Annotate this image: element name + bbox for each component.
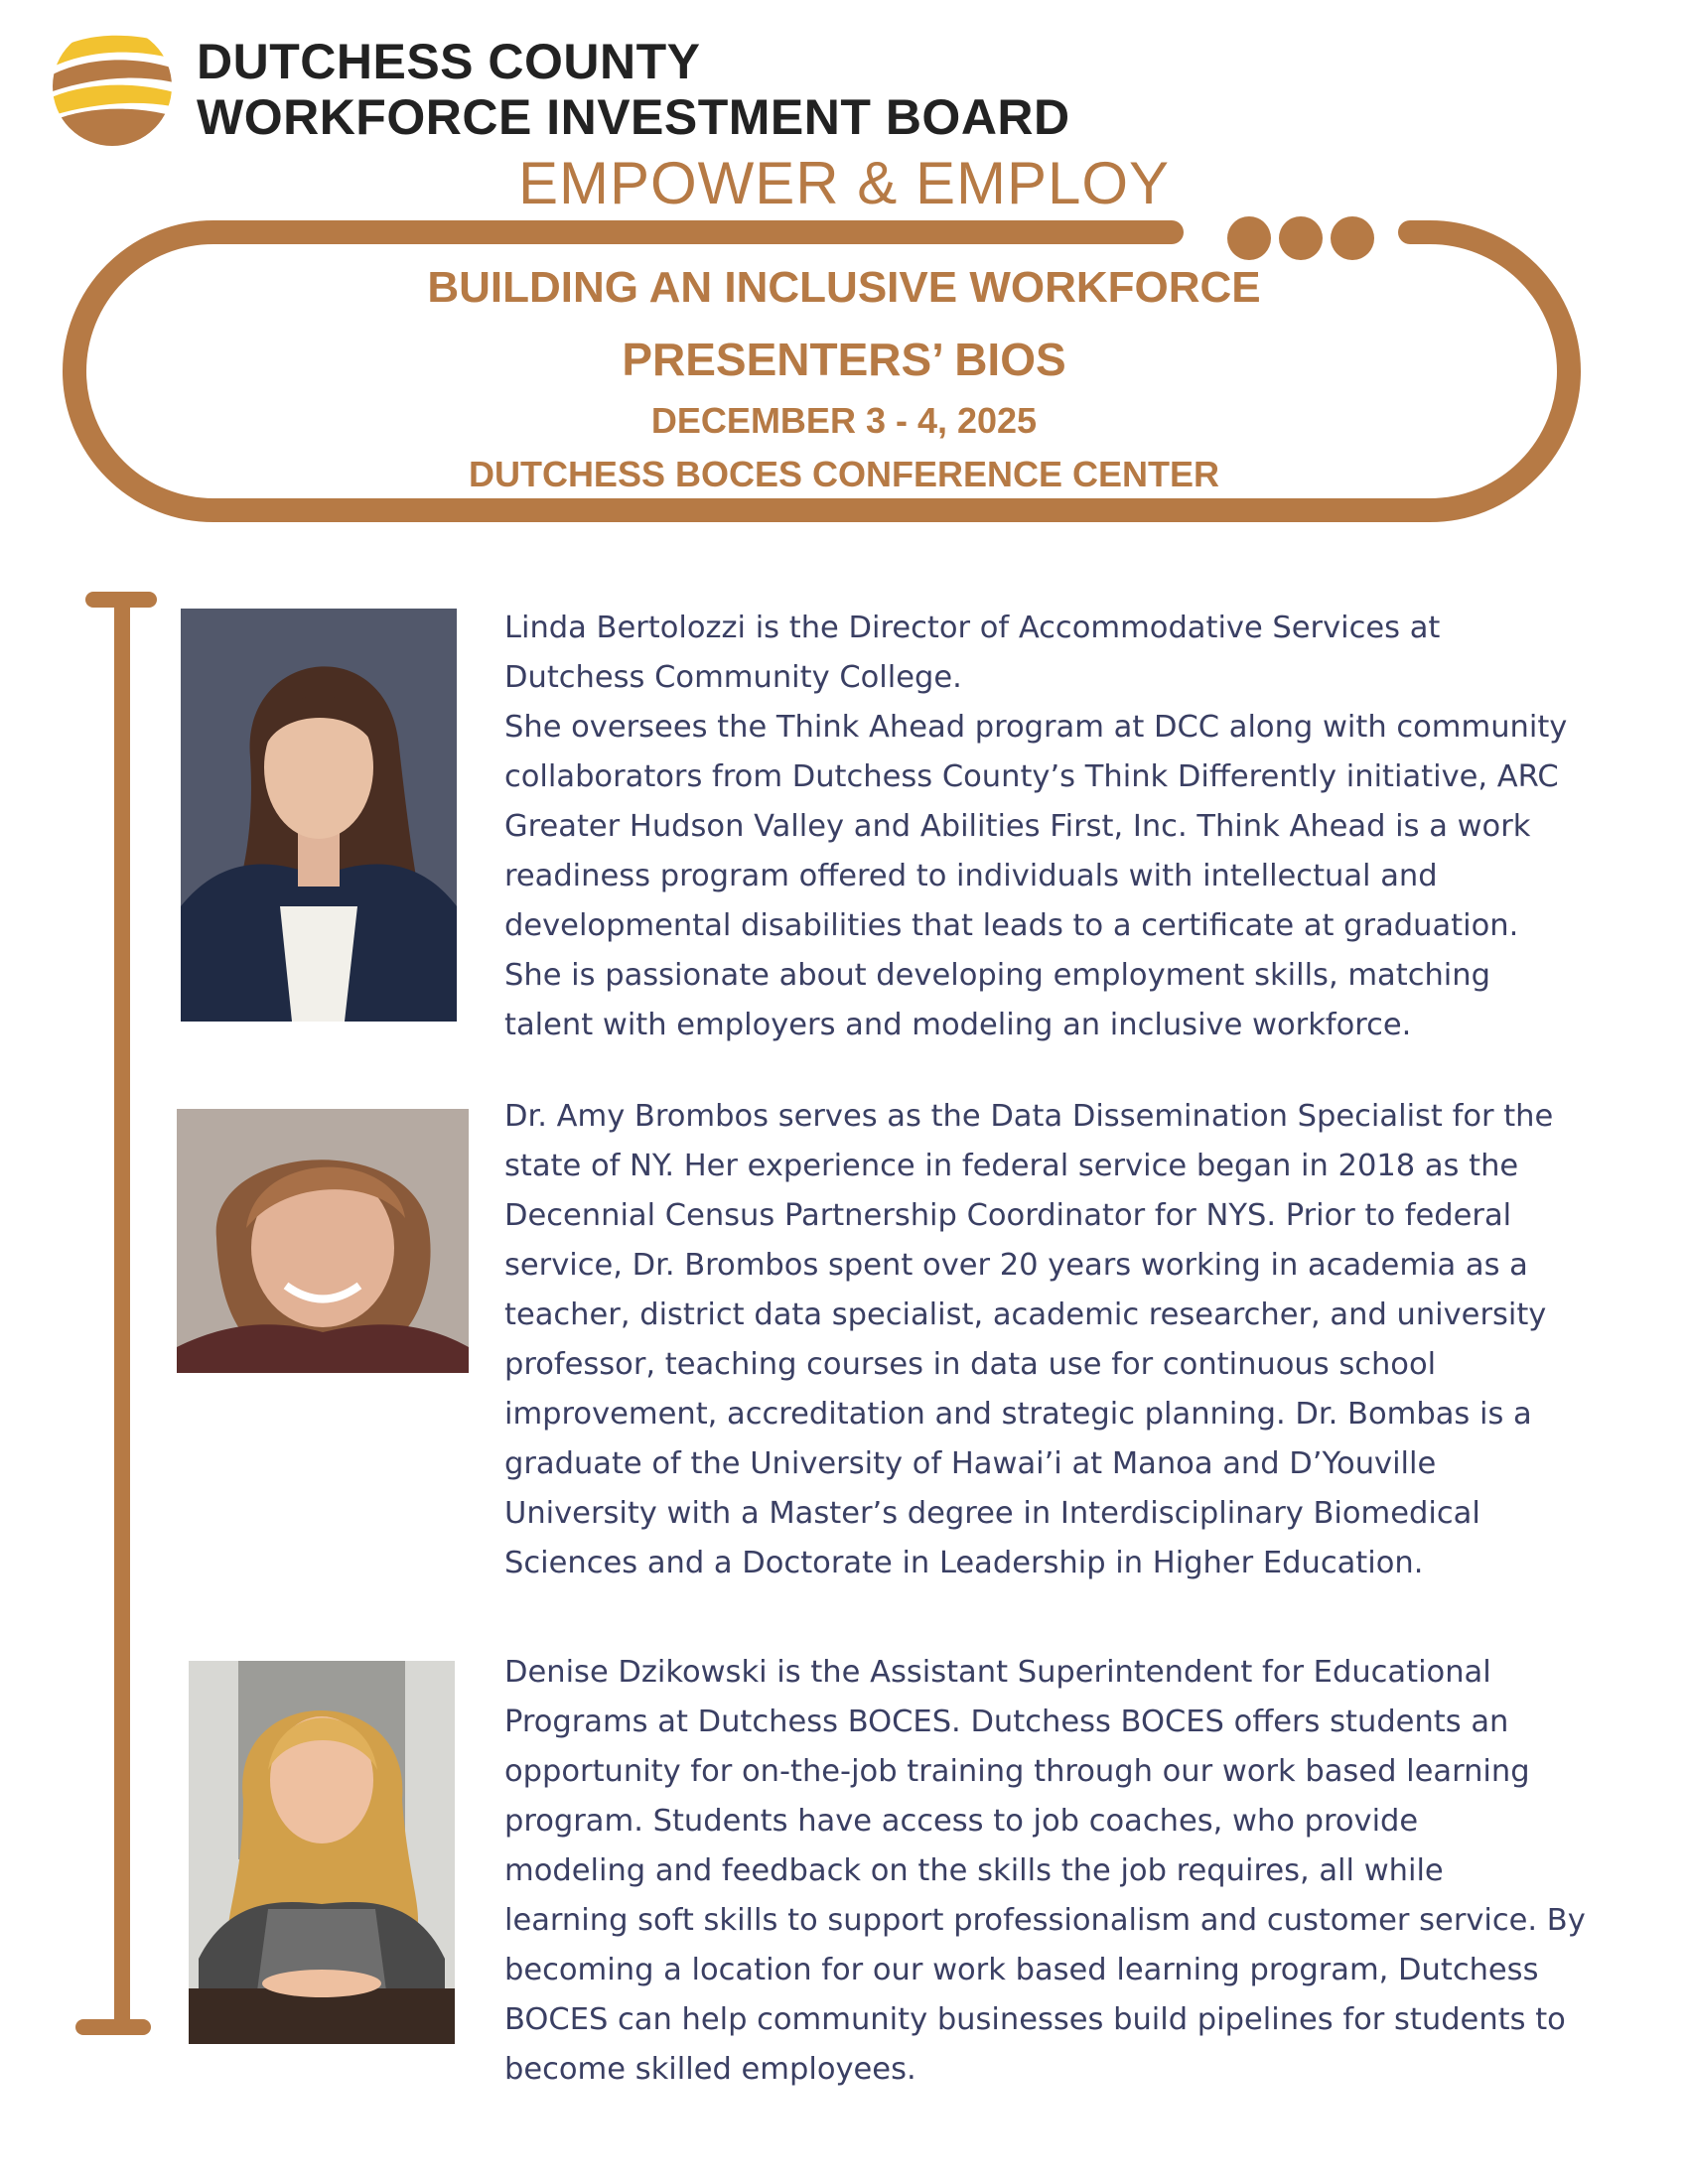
tagline: EMPOWER & EMPLOY: [517, 150, 1171, 216]
bio-line: developmental disabilities that leads to a certificate at graduation.: [504, 908, 1519, 943]
presenter-photo: [177, 1109, 469, 1373]
bio-line: She is passionate about developing employment skills, matching: [504, 958, 1490, 993]
bio-line: program. Students have access to job coaches, who provide: [504, 1804, 1419, 1839]
bio-line: Decennial Census Partnership Coordinator for NYS. Prior to federal: [504, 1198, 1512, 1233]
bio-line: readiness program offered to individuals with intellectual and: [504, 859, 1438, 893]
dot-icon: [1279, 216, 1323, 260]
bio-line: Dr. Amy Brombos serves as the Data Dissemination Specialist for the: [504, 1099, 1554, 1134]
bio-line: Greater Hudson Valley and Abilities First, Inc. Think Ahead is a work: [504, 809, 1531, 844]
bio-line: improvement, accreditation and strategic planning. Dr. Bombas is a: [504, 1397, 1532, 1432]
bio-line: become skilled employees.: [504, 2052, 916, 2087]
bio-line: She oversees the Think Ahead program at DCC along with community: [504, 710, 1568, 745]
bio-line: modeling and feedback on the skills the job requires, all while: [504, 1853, 1444, 1888]
bio-line: learning soft skills to support professionalism and customer service. By: [504, 1903, 1586, 1938]
timeline-bar: [0, 576, 199, 2065]
presenter-bio: [504, 1092, 1636, 1588]
bio-line: service, Dr. Brombos spent over 20 years working in academia as a: [504, 1248, 1528, 1283]
presenter-bio: [504, 1648, 1636, 2095]
bio-line: professor, teaching courses in data use for continuous school: [504, 1347, 1437, 1382]
presenter-photo: [189, 1661, 455, 2044]
bio-line: Sciences and a Doctorate in Leadership in Higher Education.: [504, 1546, 1424, 1580]
bio-line: opportunity for on-the-job training through our work based learning: [504, 1754, 1530, 1789]
dot-icon: [1331, 216, 1374, 260]
bio-line: talent with employers and modeling an inclusive workforce.: [504, 1008, 1412, 1042]
bio-line: state of NY. Her experience in federal service began in 2018 as the: [504, 1149, 1519, 1183]
org-name-line1: DUTCHESS COUNTY: [197, 34, 701, 89]
dot-icon: [1227, 216, 1271, 260]
bio-line: Denise Dzikowski is the Assistant Superintendent for Educational: [504, 1655, 1491, 1690]
bio-line: Dutchess Community College.: [504, 660, 962, 695]
bio-line: Programs at Dutchess BOCES. Dutchess BOCES offers students an: [504, 1705, 1509, 1739]
bio-line: graduate of the University of Hawai’i at Manoa and D’Youville: [504, 1446, 1437, 1481]
presenter-bio: [504, 604, 1636, 1050]
page-title: BUILDING AN INCLUSIVE WORKFORCE: [427, 263, 1261, 312]
bio-line: collaborators from Dutchess County’s Think Differently initiative, ARC: [504, 759, 1559, 794]
bio-line: University with a Master’s degree in Interdisciplinary Biomedical: [504, 1496, 1480, 1531]
bio-line: Linda Bertolozzi is the Director of Accommodative Services at: [504, 611, 1441, 645]
org-name-line2: WORKFORCE INVESTMENT BOARD: [197, 89, 1070, 145]
bio-line: becoming a location for our work based learning program, Dutchess: [504, 1953, 1539, 1987]
event-date: DECEMBER 3 - 4, 2025: [650, 400, 1038, 441]
page-subtitle: PRESENTERS’ BIOS: [622, 334, 1066, 385]
bio-line: BOCES can help community businesses build pipelines for students to: [504, 2002, 1566, 2037]
event-venue: DUTCHESS BOCES CONFERENCE CENTER: [468, 454, 1220, 494]
presenter-photo: [181, 609, 457, 1022]
bio-line: teacher, district data specialist, academic researcher, and university: [504, 1297, 1547, 1332]
